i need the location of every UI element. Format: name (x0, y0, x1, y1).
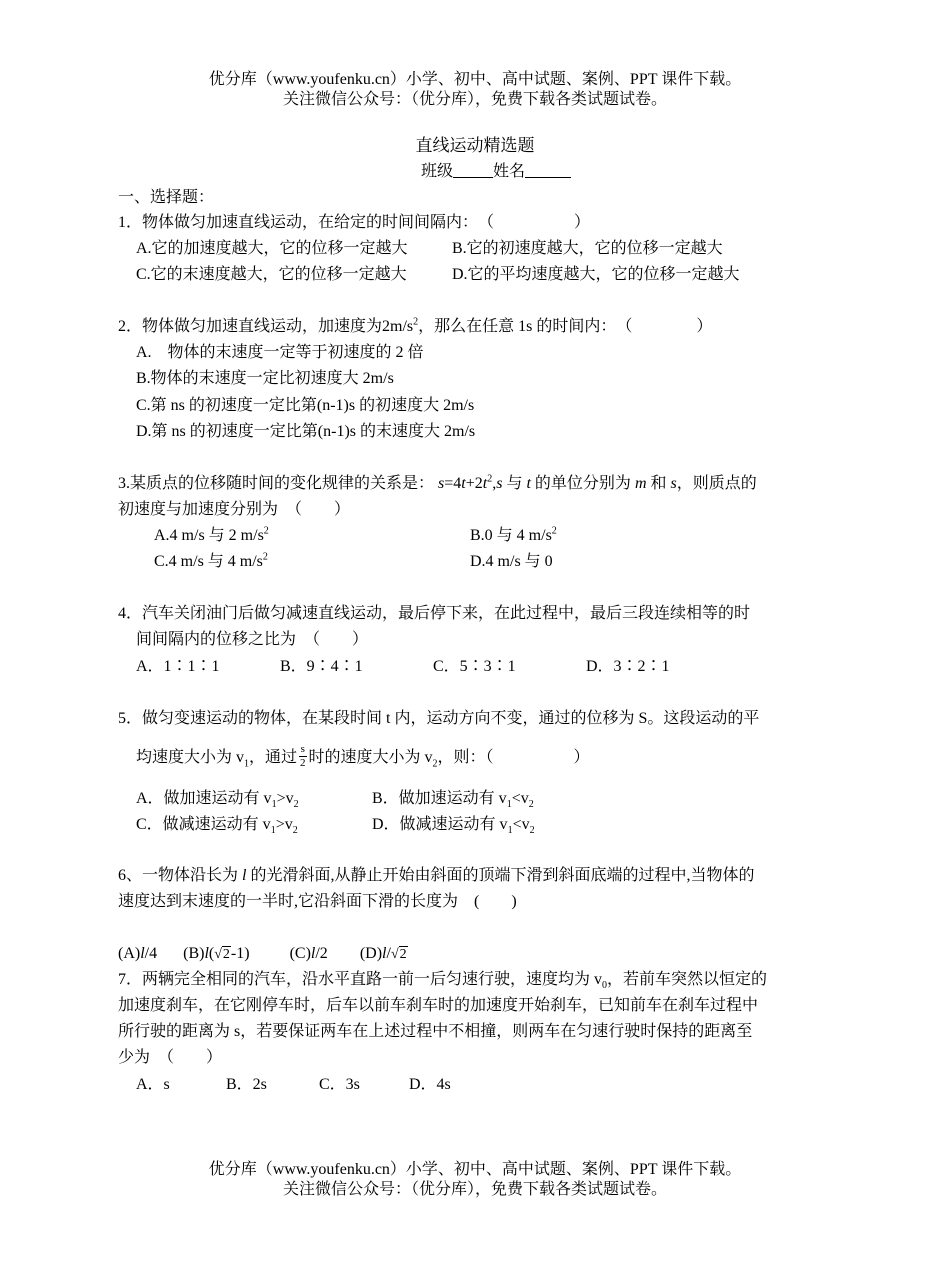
q3-var: m (634, 475, 647, 492)
q5-option-text: C．做减速运动有 v (136, 816, 271, 833)
q3-var: t (482, 475, 488, 492)
class-name-line (421, 162, 571, 182)
q6-option-text: /4 (144, 945, 158, 962)
q2-stem (118, 317, 712, 337)
q2-option-d: D.第 ns 的初速度一定比第(n-1)s 的末速度大 2m/s (136, 423, 476, 440)
q5-sub: 2 (528, 799, 534, 811)
class-label: 班级 (421, 163, 454, 180)
footer-line-1: 优分库（www.youfenku.cn）小学、初中、高中试题、案例、PPT 课件下载。 (208, 1161, 742, 1178)
q7-text: ，若前车突然以恒定的 (607, 971, 768, 988)
q6-option-text: -1) (230, 945, 250, 962)
q5-stem-line-1: 5．做匀变速运动的物体，在某段时间 t 内，运动方向不变，通过的位移为 S。这段运动的平 (118, 710, 760, 727)
q7-option-a: A．s (136, 1076, 170, 1093)
q1-option-d: D.它的平均速度越大，它的位移一定越大 (452, 266, 740, 283)
q6-option-b (183, 945, 249, 962)
q7-sub: 0 (602, 980, 608, 992)
q5-sub: 1 (244, 758, 250, 770)
q3-var: t (461, 475, 466, 492)
name-label: 姓名 (493, 163, 526, 180)
q6-option-d (360, 945, 408, 962)
q5-option-text: >v (276, 790, 294, 807)
q5-sub: 2 (529, 825, 535, 837)
q4-option-d: D．3∶2∶1 (586, 658, 670, 675)
q5-sub: 2 (292, 825, 298, 837)
q3-var: s (496, 475, 503, 492)
q4-stem-line-2: 间间隔内的位移之比为 （ ） (136, 631, 369, 648)
sqrt-radicand: 2 (399, 947, 407, 962)
q4-option-b: B．9∶4∶1 (280, 658, 363, 675)
sqrt-symbol: √ (390, 947, 399, 962)
q6-option-a (118, 945, 157, 962)
q7-stem-line-4: 少为 （ ） (118, 1049, 223, 1066)
q4-option-a: A．1∶1∶1 (136, 658, 220, 675)
q3-sup: 2 (487, 473, 493, 485)
q7-option-d: D．4s (409, 1076, 451, 1093)
q6-option-text: (A) (118, 945, 141, 962)
q3-var: s (670, 475, 677, 492)
q3-option-text: B.0 与 4 m/s (470, 527, 552, 544)
q6-option-c (290, 945, 328, 962)
q3-option-sup: 2 (263, 525, 269, 537)
q5-option-text: B．做加速运动有 v (372, 790, 507, 807)
q5-text: ，则：（ ） (437, 749, 590, 767)
q7-stem-line-3: 所行驶的距离为 s，若要保证两车在上述过程中不相撞，则两车在匀速行驶时保持的距离至 (118, 1023, 753, 1040)
q5-sub: 1 (506, 799, 512, 811)
q5-option-text: <v (511, 790, 529, 807)
q5-option-c (136, 815, 298, 835)
q3-var: t (526, 475, 531, 492)
q6-option-text: ( (208, 945, 215, 962)
q6-options (118, 944, 408, 965)
q3-option-c (154, 552, 268, 572)
class-blank (453, 162, 493, 178)
q6-option-text: (B) (183, 945, 205, 962)
q6-option-text: / (386, 945, 391, 962)
q2-option-c: C.第 ns 的初速度一定比第(n-1)s 的初速度大 2m/s (136, 397, 475, 414)
s-over-2-fraction (299, 743, 307, 770)
q5-option-a (136, 789, 299, 809)
q5-option-text: >v (275, 816, 293, 833)
q5-stem-line-2 (136, 745, 590, 772)
q6-text: 的光滑斜面,从静止开始由斜面的顶端下滑到斜面底端的过程中,当物体的 (246, 867, 755, 884)
q5-sub: 2 (432, 758, 438, 770)
q1-option-b: B.它的初速度越大，它的位移一定越大 (452, 240, 723, 257)
sqrt-symbol: √ (214, 947, 222, 962)
q5-option-b (372, 789, 534, 809)
q5-sub: 1 (270, 825, 276, 837)
q5-sub: 1 (507, 825, 513, 837)
footer-line-2: 关注微信公众号：（优分库），免费下载各类试题试卷。 (282, 1181, 667, 1198)
fraction-denominator: 2 (300, 757, 306, 769)
q3-option-sup: 2 (262, 551, 268, 563)
q6-option-text: (C) (289, 945, 311, 962)
q5-text: 均速度大小为 v (136, 749, 245, 767)
header-line-1: 优分库（www.youfenku.cn）小学、初中、高中试题、案例、PPT 课件下载。 (208, 71, 742, 88)
q3-option-b (470, 526, 557, 546)
q4-option-c: C．5∶3∶1 (433, 658, 516, 675)
q3-text: ，则质点的 (676, 475, 757, 492)
header-line-2: 关注微信公众号：（优分库），免费下载各类试题试卷。 (282, 91, 667, 108)
q7-stem-line-1 (118, 970, 767, 990)
q6-stem-line-1 (118, 866, 754, 886)
fraction-numerator: s (300, 743, 305, 755)
q6-stem-line-2: 速度达到末速度的一半时,它沿斜面下滑的长度为 ( ) (118, 893, 517, 910)
name-blank (525, 162, 571, 178)
q7-stem-line-2: 加速度刹车，在它刚停车时，后车以前车刹车时的加速度开始刹车，已知前车在刹车过程中 (118, 997, 759, 1014)
q1-option-a: A.它的加速度越大，它的位移一定越大 (136, 240, 408, 257)
q3-text: 与 (502, 475, 527, 492)
q7-option-c: C．3s (319, 1076, 360, 1093)
q3-option-sup: 2 (551, 525, 557, 537)
q4-stem-line-1: 4．汽车关闭油门后做匀减速直线运动，最后停下来，在此过程中，最后三段连续相等的时 (118, 605, 751, 622)
sqrt-radicand: 2 (222, 947, 230, 962)
q5-sub: 2 (293, 799, 299, 811)
q5-option-text: <v (512, 816, 530, 833)
q2-stem-part: 2．物体做匀加速直线运动，加速度为2m/s (118, 318, 414, 335)
q6-option-text: (D) (359, 945, 383, 962)
q2-stem-part: ，那么在任意 1s 的时间内： （ ） (418, 318, 713, 335)
q5-sub: 1 (271, 799, 277, 811)
q3-option-text: C.4 m/s 与 4 m/s (154, 553, 263, 570)
q3-text: 和 (646, 475, 671, 492)
q6-var: l (242, 867, 247, 884)
q5-text: 时的速度大小为 v (308, 749, 433, 767)
q3-option-a (154, 526, 269, 546)
q6-var: l (204, 945, 209, 962)
q3-option-text: A.4 m/s 与 2 m/s (154, 527, 264, 544)
q5-text: ，通过 (249, 749, 298, 767)
q3-text: 3.某质点的位移随时间的变化规律的关系是： (118, 475, 435, 492)
q3-text: =4 (444, 475, 462, 492)
q6-var: l (140, 945, 145, 962)
section-heading: 一、选择题： (118, 189, 215, 206)
q1-stem: 1．物体做匀加速直线运动，在给定的时间间隔内： （ ） (118, 214, 591, 231)
q6-text: 6、一物体沿长为 (118, 867, 243, 884)
q3-stem-line-1 (118, 474, 757, 494)
q3-text: , (492, 475, 497, 492)
q1-option-c: C.它的末速度越大，它的位移一定越大 (136, 266, 407, 283)
page-title: 直线运动精选题 (415, 136, 535, 155)
q7-text: 7．两辆完全相同的汽车，沿水平直路一前一后匀速行驶，速度均为 v (118, 971, 603, 988)
q5-option-d (372, 815, 535, 835)
q6-var: l (382, 945, 387, 962)
q3-stem-line-2: 初速度与加速度分别为 （ ） (118, 501, 351, 518)
q3-option-d: D.4 m/s 与 0 (470, 553, 553, 570)
q2-option-a: A. 物体的末速度一定等于初速度的 2 倍 (136, 344, 424, 361)
q3-text: +2 (465, 475, 483, 492)
q2-stem-sup: 2 (413, 316, 419, 328)
q5-option-text: D．做减速运动有 v (372, 816, 508, 833)
q3-text: 的单位分别为 (530, 475, 635, 492)
q3-var: s (438, 475, 445, 492)
q7-option-b: B．2s (226, 1076, 267, 1093)
q5-option-text: A．做加速运动有 v (136, 790, 272, 807)
q6-var: l (310, 945, 316, 962)
q2-option-b: B.物体的末速度一定比初速度大 2m/s (136, 370, 394, 387)
q6-option-text: /2 (315, 945, 328, 962)
